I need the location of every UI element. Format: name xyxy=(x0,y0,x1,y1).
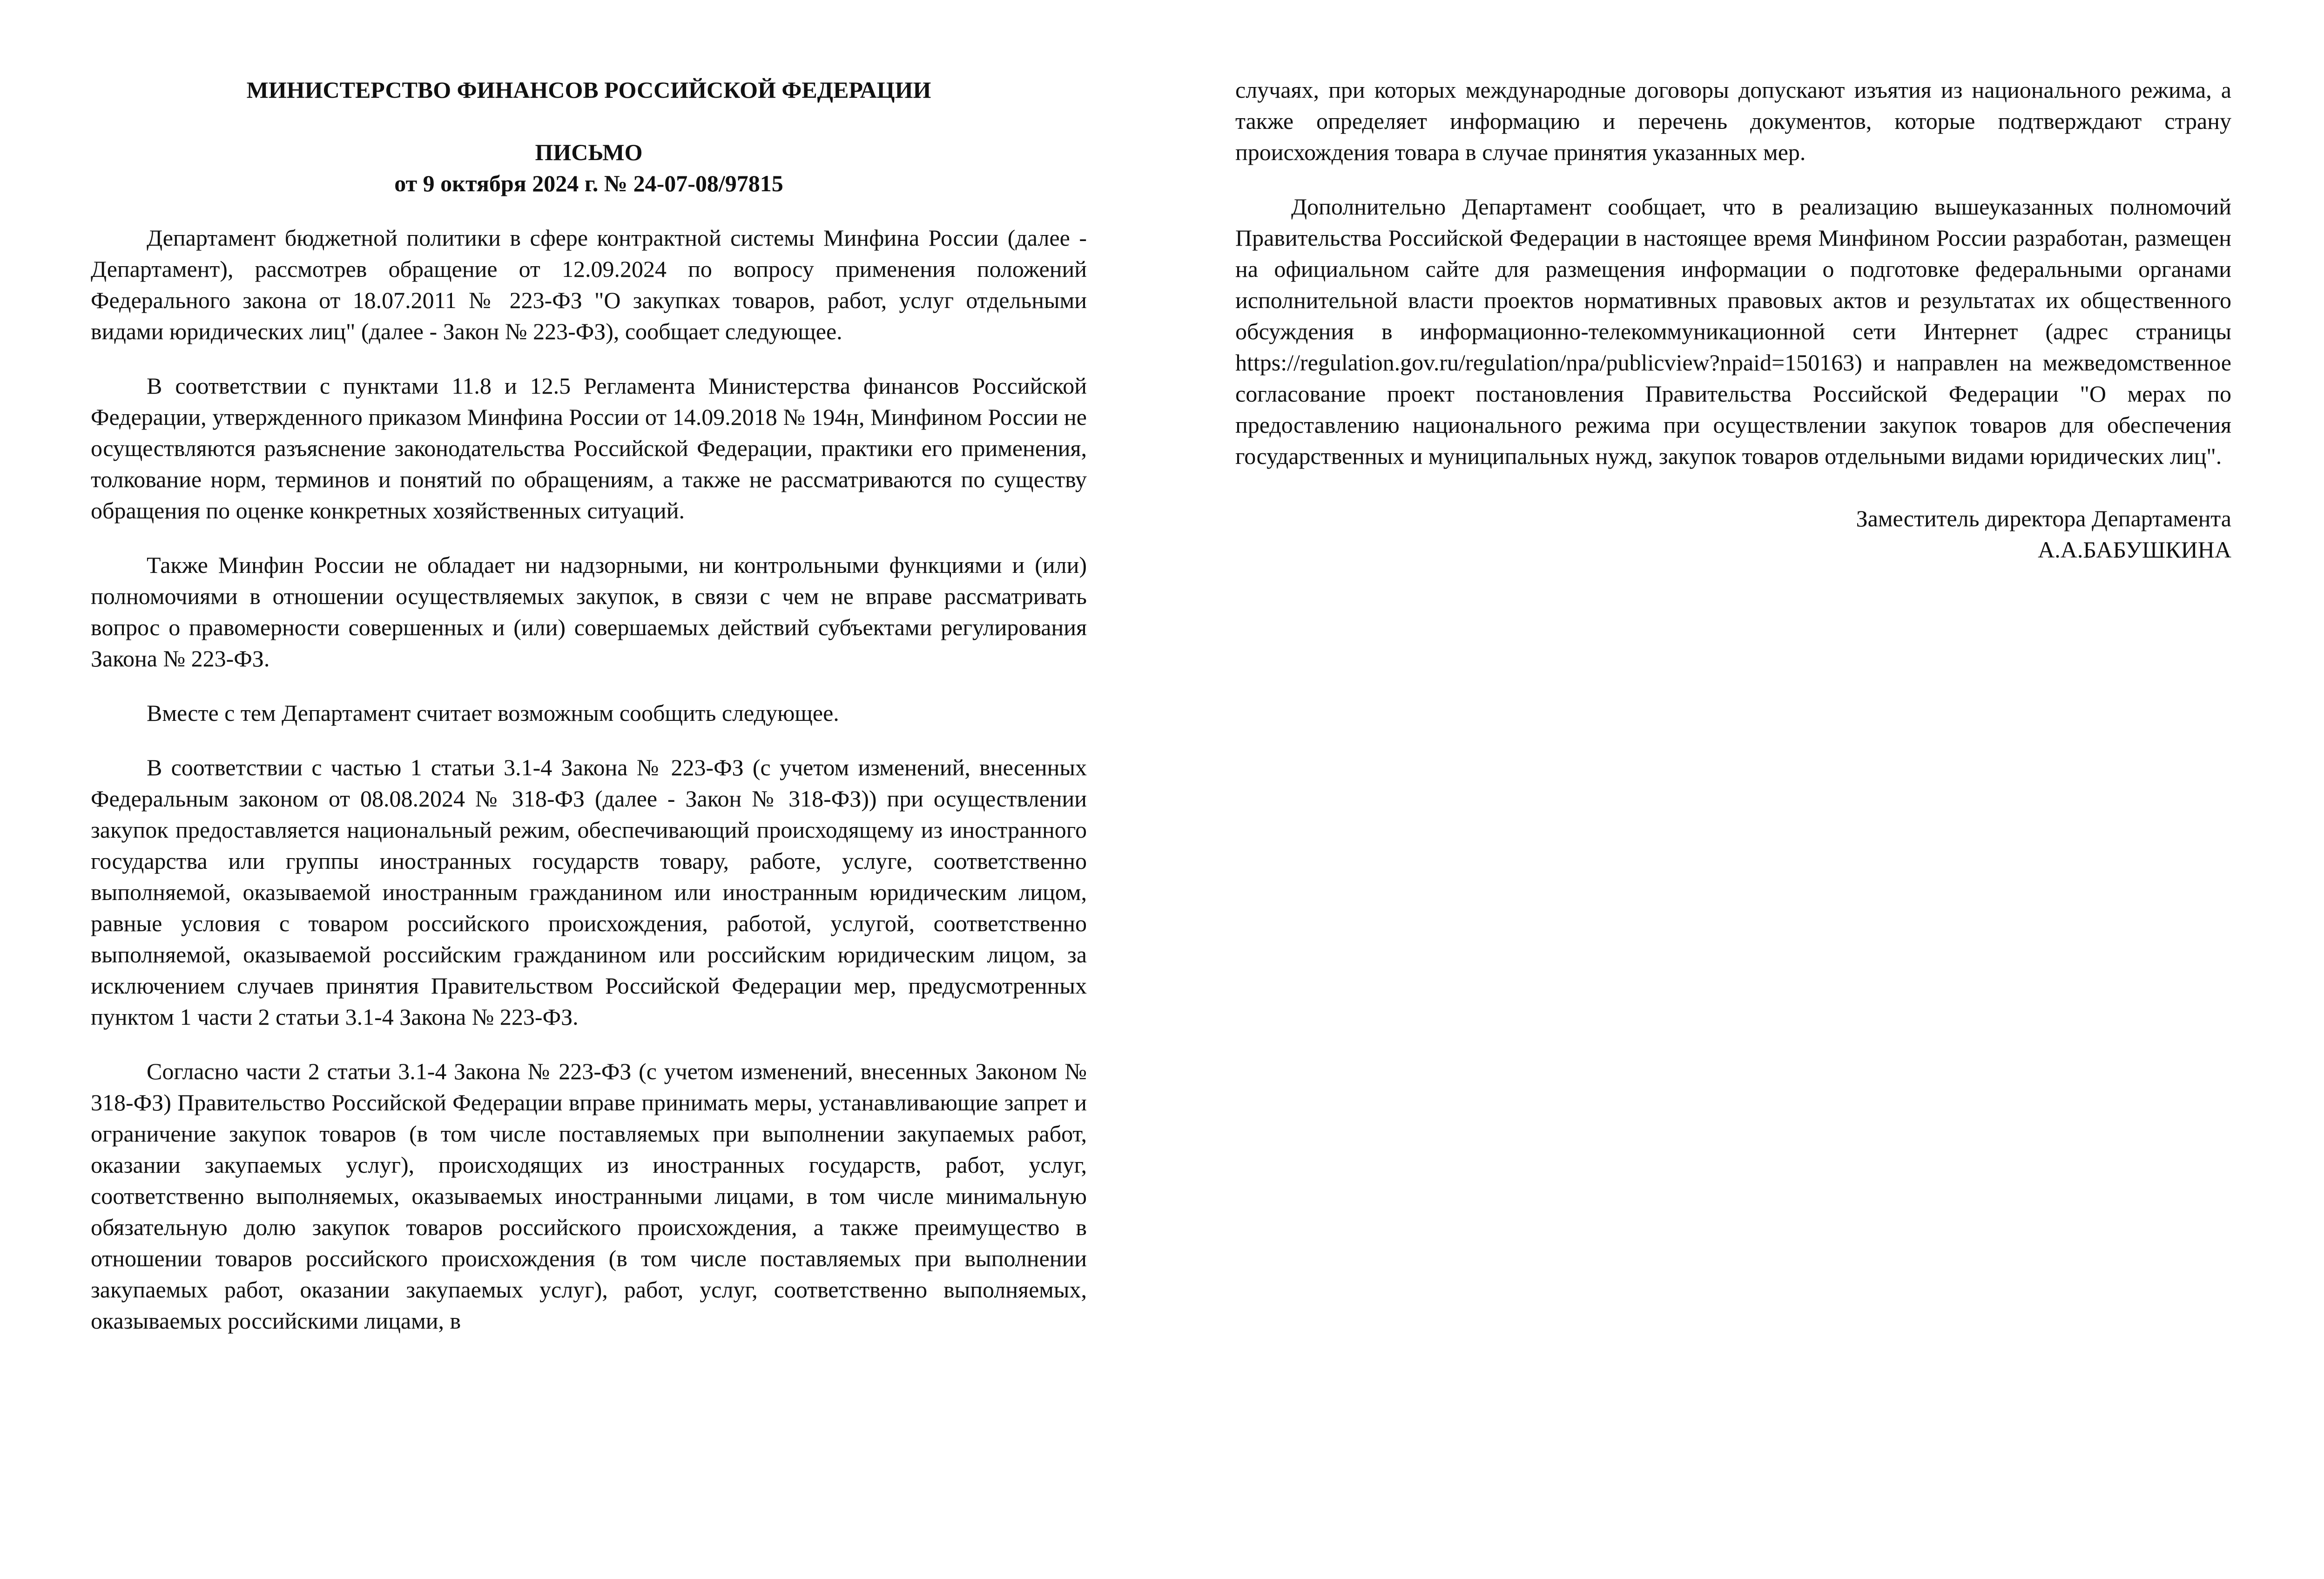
page-right xyxy=(1235,74,2231,565)
page-left xyxy=(91,74,1087,1360)
signature-position: Заместитель директора Департамента xyxy=(1856,505,2231,531)
paragraph: Согласно части 2 статьи 3.1-4 Закона № 223-ФЗ (с учетом изменений, внесенных Законом № 318-ФЗ) Правительство Российской Федерации вправе принимать меры, устанавливающие запрет и ограничение закупок товаров (в том числе поставляемых при выполнении закупаемых работ, оказании закупаемых услуг), происходящих из иностранных государств, работ, услуг, соответственно выполняемых, оказываемых иностранными лицами, в том числе минимальную обязательную долю закупок товаров российского происхождения, а также преимущество в отношении товаров российского происхождения (в том числе поставляемых при выполнении закупаемых работ, оказании закупаемых услуг), работ, услуг, соответственно выполняемых, оказываемых российскими лицами, в xyxy=(91,1058,1087,1334)
paragraph: Департамент бюджетной политики в сфере контрактной системы Минфина России (далее - Департамент), рассмотрев обращение от 12.09.2024 по вопросу применения положений Федерального закона от 18.07.2011 № 223-ФЗ "О закупках товаров, работ, услуг отдельными видами юридических лиц" (далее - Закон № 223-ФЗ), сообщает следующее. xyxy=(91,225,1087,344)
letter-type: ПИСЬМО xyxy=(535,139,643,165)
letter-date-number: от 9 октября 2024 г. № 24-07-08/97815 xyxy=(394,170,783,196)
paragraph: В соответствии с частью 1 статьи 3.1-4 Закона № 223-ФЗ (с учетом изменений, внесенных Федеральным законом от 08.08.2024 № 318-ФЗ (далее - Закон № 318-ФЗ)) при осуществлении закупок предоставляется национальный режим, обеспечивающий происходящему из иностранного государства или группы иностранных государств товару, работе, услуге, соответственно выполняемой, оказываемой иностранным гражданином или иностранным юридическим лицом, равные условия с товаром российского происхождения, работой, услугой, соответственно выполняемой, оказываемой российским гражданином или российским юридическим лицом, за исключением случаев принятия Правительством Российской Федерации мер, предусмотренных пунктом 1 части 2 статьи 3.1-4 Закона № 223-ФЗ. xyxy=(91,754,1087,1030)
paragraph: Вместе с тем Департамент считает возможным сообщить следующее. xyxy=(147,700,839,726)
paragraph: Дополнительно Департамент сообщает, что в реализацию вышеуказанных полномочий Правительства Российской Федерации в настоящее время Минфином России разработан, размещен на официальном сайте для размещения информации о подготовке федеральными органами исполнительной власти проектов нормативных правовых актов и результатах их общественного обсуждения в информационно-телекоммуникационной сети Интернет (адрес страницы https://regulation.gov.ru/regulation/npa/publicview?npaid=150163) и направлен на межведомственное согласование проект постановления Правительства Российской Федерации "О мерах по предоставлению национального режима при осуществлении закупок товаров для обеспечения государственных и муниципальных нужд, закупок товаров отдельными видами юридических лиц". xyxy=(1235,194,2231,469)
signature-block xyxy=(1235,503,2231,565)
letter-title xyxy=(91,137,1087,199)
ministry-heading: МИНИСТЕРСТВО ФИНАНСОВ РОССИЙСКОЙ ФЕДЕРАЦИИ xyxy=(246,77,931,103)
paragraph: В соответствии с пунктами 11.8 и 12.5 Регламента Министерства финансов Российской Федерации, утвержденного приказом Минфина России от 14.09.2018 № 194н, Минфином России не осуществляются разъяснение законодательства Российской Федерации, практики его применения, толкование норм, терминов и понятий по обращениям, а также не рассматриваются по существу обращения по оценке конкретных хозяйственных ситуаций. xyxy=(91,373,1087,524)
paragraph-continuation: случаях, при которых международные договоры допускают изъятия из национального режима, а также определяет информацию и перечень документов, которые подтверждают страну происхождения товара в случае принятия указанных мер. xyxy=(1235,77,2231,165)
signature-name: А.А.БАБУШКИНА xyxy=(2038,537,2231,563)
paragraph: Также Минфин России не обладает ни надзорными, ни контрольными функциями и (или) полномочиями в отношении осуществляемых закупок, в связи с чем не вправе рассматривать вопрос о правомерности совершенных и (или) совершаемых действий субъектами регулирования Закона № 223-ФЗ. xyxy=(91,552,1087,672)
